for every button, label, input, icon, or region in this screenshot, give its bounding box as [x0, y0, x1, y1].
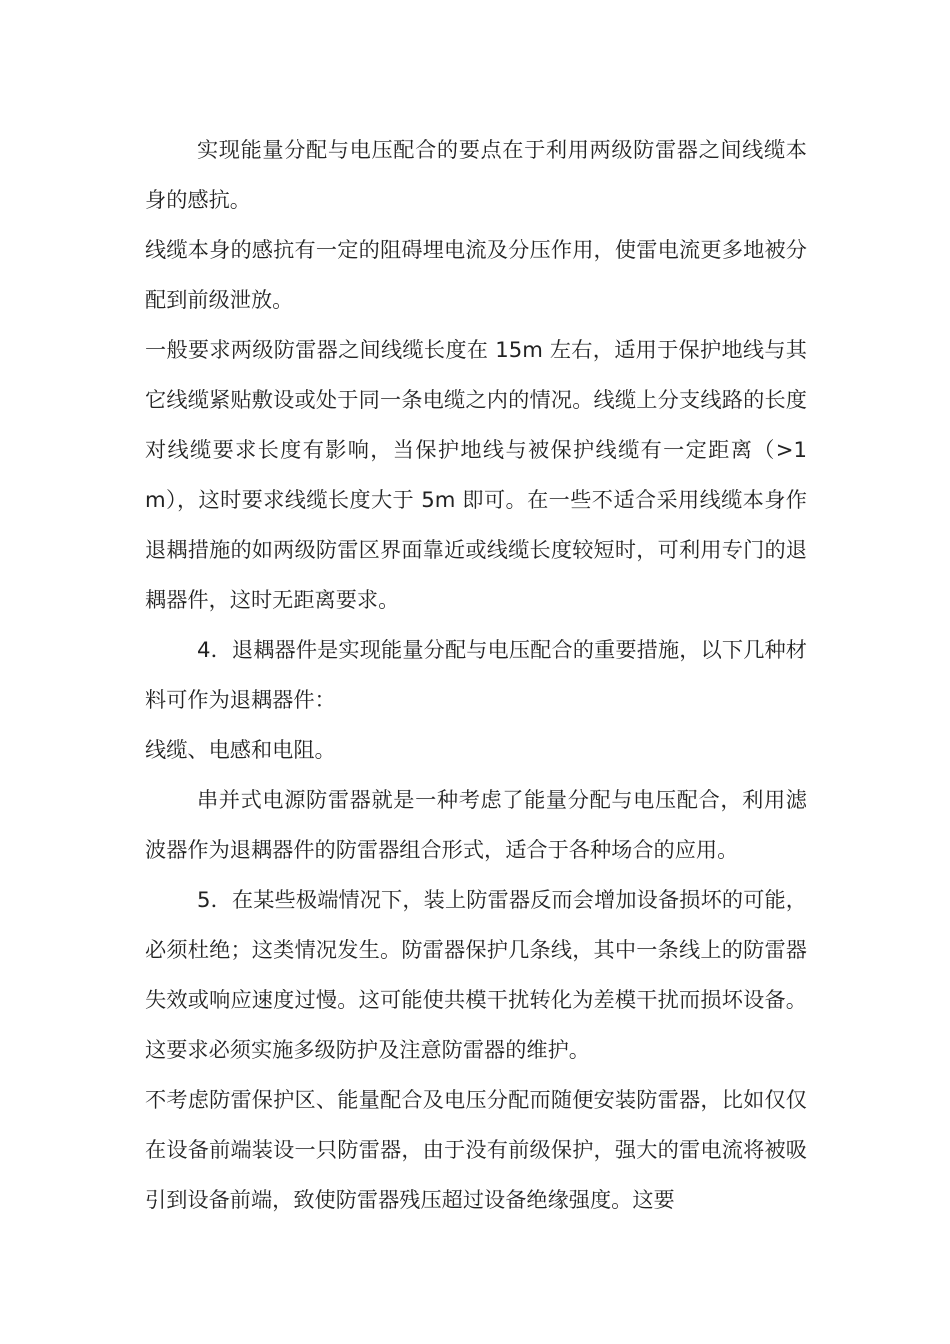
paragraph-1: 实现能量分配与电压配合的要点在于利用两级防雷器之间线缆本身的感抗。	[145, 137, 807, 212]
paragraph-7: 5．在某些极端情况下，装上防雷器反而会增加设备损坏的可能，必须杜绝；这类情况发生。防雷器保护几条线，其中一条线上的防雷器失效或响应速度过慢。这可能使共模干扰转化为差模干扰而损坏设备。这要求必须实施多级防护及注意防雷器的维护。	[145, 887, 807, 1062]
paragraph-6: 串并式电源防雷器就是一种考虑了能量分配与电压配合，利用滤波器作为退耦器件的防雷器组合形式，适合于各种场合的应用。	[145, 787, 807, 862]
paragraph-8: 不考虑防雷保护区、能量配合及电压分配而随便安装防雷器，比如仅仅在设备前端装设一只防雷器，由于没有前级保护，强大的雷电流将被吸引到设备前端，致使防雷器残压超过设备绝缘强度。这要	[145, 1087, 807, 1212]
document-body	[145, 125, 807, 1225]
paragraph-3: 一般要求两级防雷器之间线缆长度在 15m 左右，适用于保护地线与其它线缆紧贴敷设或处于同一条电缆之内的情况。线缆上分支线路的长度对线缆要求长度有影响，当保护地线与被保护线缆有一定距离（>1m），这时要求线缆长度大于 5m 即可。在一些不适合采用线缆本身作退耦措施的如两级防雷区界面靠近或线缆长度较短时，可利用专门的退耦器件，这时无距离要求。	[145, 337, 807, 612]
paragraph-5: 线缆、电感和电阻。	[145, 737, 336, 762]
paragraph-2: 线缆本身的感抗有一定的阻碍埋电流及分压作用，使雷电流更多地被分配到前级泄放。	[145, 237, 807, 312]
paragraph-4: 4．退耦器件是实现能量分配与电压配合的重要措施，以下几种材料可作为退耦器件：	[145, 637, 807, 712]
